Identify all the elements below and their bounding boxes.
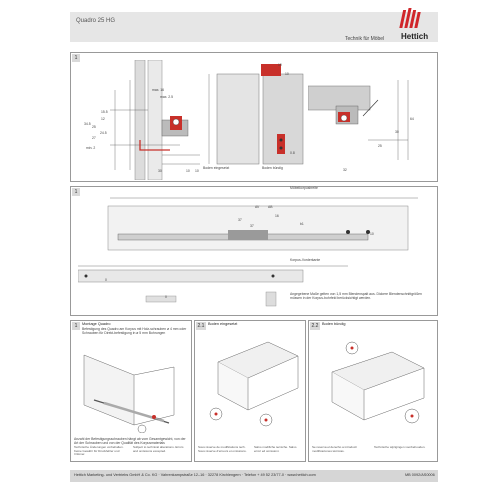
label-boden-eingesetzt: Boden eingesetzt bbox=[203, 166, 230, 170]
dim-label: b1 bbox=[300, 222, 304, 226]
dim-label: 0 bbox=[165, 295, 167, 299]
dim-label: 25 bbox=[92, 125, 96, 129]
step-1-title: Montage Quadro bbox=[82, 322, 111, 326]
step-1-number: 1 bbox=[72, 322, 80, 330]
dim-label: 30 bbox=[158, 169, 162, 173]
dim-label: 32 bbox=[343, 168, 347, 172]
section-2-number: 1 bbox=[72, 188, 80, 196]
bottom-note: Technische Änderungen vorbehalten. Keine Gewähr für Druckfehler und Irrtümer. bbox=[74, 445, 124, 457]
step-2-2-illustration bbox=[312, 332, 436, 432]
dim-label: AV bbox=[255, 205, 260, 209]
step-2-2-number: 2.2 bbox=[311, 323, 319, 329]
bottom-note: Sous réserve de modifications tech. Sous réserve d'erreurs et omissions. bbox=[198, 445, 247, 453]
dim-label: 10 bbox=[285, 72, 289, 76]
bottom-note: Subject to technical alterations. Errors and omissions excepted. bbox=[133, 445, 184, 453]
dim-label: 37 bbox=[238, 218, 242, 222]
dim-label: 37 bbox=[250, 224, 254, 228]
bottom-note: Se reserva el derecho a introducir modificaciones técnicas. bbox=[312, 445, 358, 453]
dim-label: 27 bbox=[92, 136, 96, 140]
side-view-drawing-left bbox=[80, 60, 210, 180]
tagline: Technik für Möbel bbox=[345, 36, 385, 42]
label-boden-buendig: Boden bündig bbox=[262, 166, 283, 170]
footer-code: MB 0092/AS0006 bbox=[405, 473, 435, 477]
side-view-drawing-right bbox=[308, 60, 433, 170]
dim-label: 64 bbox=[410, 117, 414, 121]
label-moebelkorpusbreite: Möbelkorpusbreite bbox=[290, 186, 318, 190]
bottom-note: Salvo modifiche tecniche. Salvo errori ed omissioni. bbox=[254, 445, 297, 453]
step-2-1-number: 2.1 bbox=[197, 323, 205, 329]
section-1-number: 1 bbox=[72, 54, 80, 62]
step-1-illustration bbox=[74, 345, 188, 433]
step-2-1-title: Boden eingesetzt bbox=[208, 322, 238, 326]
dim-label: max. 2.5 bbox=[160, 95, 174, 99]
dim-label: 24.5 bbox=[100, 131, 107, 135]
dim-label: 10 bbox=[370, 232, 374, 236]
hettich-logo bbox=[396, 6, 448, 48]
dim-label: 0.8 bbox=[290, 151, 295, 155]
dim-label: 34.5 bbox=[84, 122, 91, 126]
dim-label: 0 bbox=[105, 278, 107, 282]
dim-label: 25 bbox=[378, 144, 382, 148]
step-2-1-illustration bbox=[198, 332, 302, 432]
dim-label: 15.5 bbox=[101, 110, 108, 114]
dim-label: min. 2 bbox=[86, 146, 96, 150]
dim-label: 12 bbox=[101, 117, 105, 121]
bottom-note: Technische wijzigingen voorbehouden. bbox=[374, 445, 426, 449]
dim-label: 19 bbox=[278, 63, 282, 67]
footer-address: Hettich Marketing- und Vertriebs GmbH & Co. KG · Vahrenkampstraße 12–16 · 32278 Kirchlengern · Telefon + 49 52 23/77-0 · www.hettich.com bbox=[74, 473, 316, 477]
step-1-caption: Anzahl der Befestigungsschrauben hängt ab vom Gesamtgewicht, von der Art der Schrauben und von der Qualität des Korpusmaterials bbox=[74, 437, 186, 446]
dim-label: 30 bbox=[395, 130, 399, 134]
step-2-2-title: Boden bündig bbox=[322, 322, 346, 326]
dim-label: max. 16 bbox=[152, 88, 165, 92]
step-1-text: Befestigung des Quadro am Korpus mit Holz-schrauben ø 4 mm oder Schrauben für Direkt-befestigung in ø 5 mm Bohrungen bbox=[82, 327, 187, 336]
label-korpus-vorderkante: Korpus-Vorderkante bbox=[290, 258, 321, 262]
dim-label: 16 bbox=[275, 214, 279, 218]
logo-text: Hettich bbox=[401, 32, 429, 41]
dim-label: 10 bbox=[195, 169, 199, 173]
section-2-note: Angegebene Maße gelten von 1,5 mm Blendenspalt aus. Dickere Blendenschnittgrößen müssen in der Korpus-bohrfeld berücksichtigt werden. bbox=[290, 292, 422, 301]
product-title: Quadro 25 HG bbox=[76, 18, 116, 24]
dim-label: AB bbox=[268, 205, 273, 209]
front-view-drawing bbox=[205, 60, 315, 170]
dim-label: 10 bbox=[186, 169, 190, 173]
